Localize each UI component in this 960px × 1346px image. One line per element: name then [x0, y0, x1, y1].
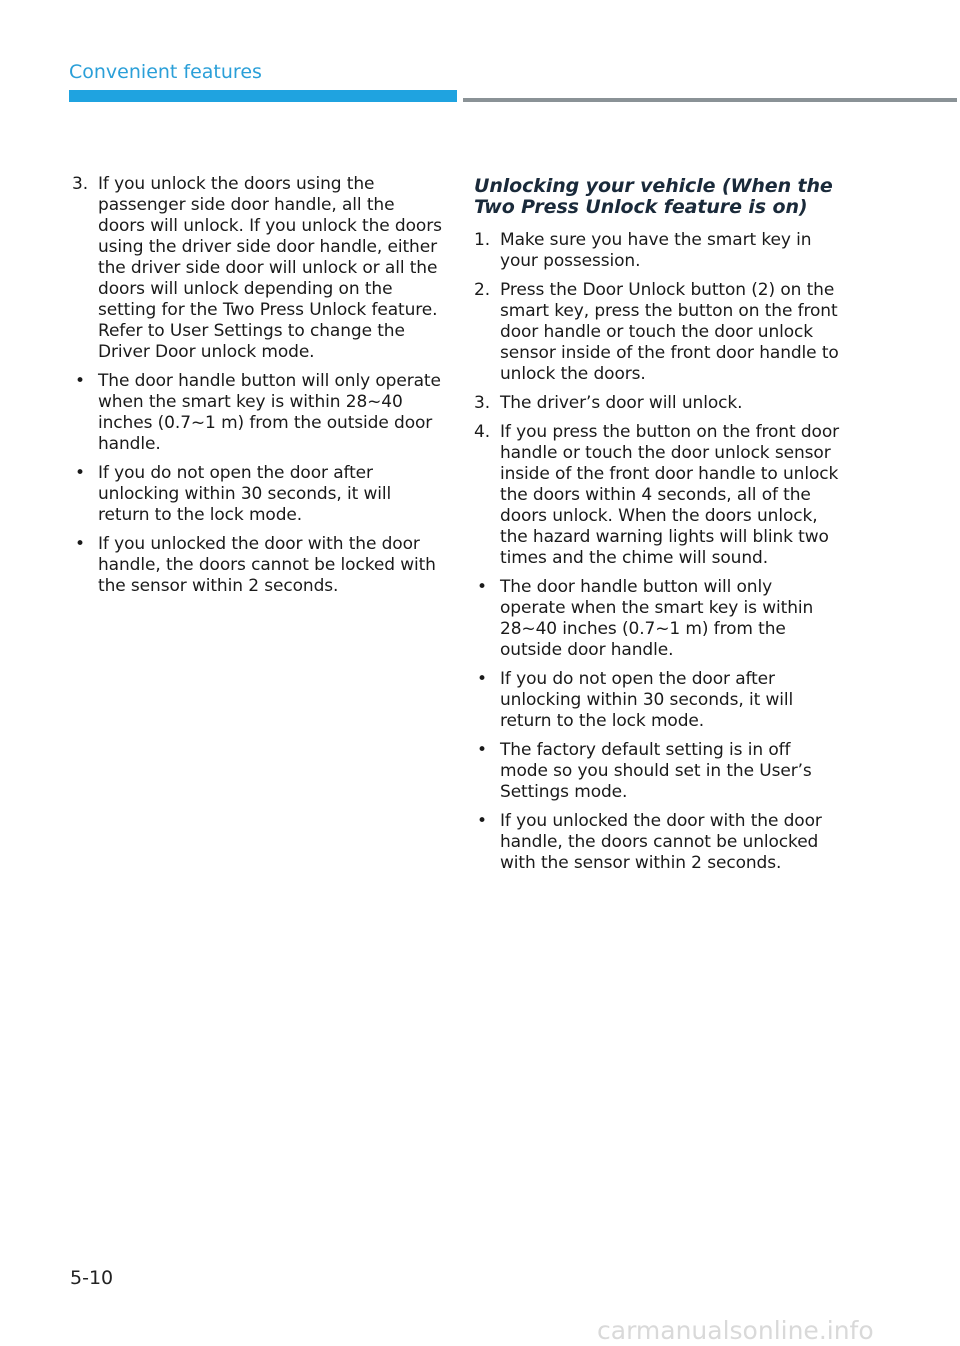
bullet-marker: •: [477, 669, 487, 689]
list-item-bullet: [474, 669, 840, 732]
list-marker: 2.: [474, 280, 491, 300]
list-marker: 4.: [474, 422, 491, 442]
list-item-bullet: [474, 577, 840, 661]
list-item-text: If you unlock the doors using the passenger side door handle, all the doors will unlock. If you unlock the doors using the driver side door handle, either the driver side door will unlock or all the doors will unlock depending on the setting for the Two Press Unlock feature. Refer to User Settings to change the Driver Door unlock mode.: [98, 174, 442, 362]
list-item-text: The door handle button will only operate when the smart key is within 28~40 inches (0.7~1 m) from the outside door handle.: [98, 371, 441, 454]
section-heading: Unlocking your vehicle (When the Two Press Unlock feature is on): [474, 175, 833, 218]
list-item-text: If you unlocked the door with the door handle, the doors cannot be locked with the sensor within 2 seconds.: [98, 534, 436, 596]
list-item-text: If you unlocked the door with the door handle, the doors cannot be unlocked with the sensor within 2 seconds.: [500, 811, 822, 873]
header-rule-accent: [69, 90, 457, 102]
list-item-bullet: [72, 371, 442, 455]
right-column: [474, 174, 840, 882]
list-item-bullet: [474, 811, 840, 874]
list-item-text: Make sure you have the smart key in your possession.: [500, 230, 812, 271]
bullet-marker: •: [75, 534, 85, 554]
list-marker: 1.: [474, 230, 491, 250]
list-item-bullet: [72, 534, 442, 597]
list-item-text: Press the Door Unlock button (2) on the smart key, press the button on the front door handle or touch the door unlock sensor inside of the front door handle to unlock the doors.: [500, 280, 839, 384]
list-item-text: If you do not open the door after unlocking within 30 seconds, it will return to the lock mode.: [98, 463, 392, 525]
section-title: Convenient features: [69, 61, 262, 83]
list-item-step-4: [474, 422, 840, 569]
list-item-text: If you do not open the door after unlocking within 30 seconds, it will return to the lock mode.: [500, 669, 794, 731]
list-item-step-3: [474, 393, 840, 414]
list-item-text: The factory default setting is in off mode so you should set in the User’s Settings mode.: [500, 740, 812, 802]
list-item-step-1: [474, 230, 840, 272]
list-item-text: The driver’s door will unlock.: [500, 393, 743, 413]
header-rule-gray: [463, 98, 957, 102]
list-item-bullet: [72, 463, 442, 526]
bullet-marker: •: [477, 811, 487, 831]
page-number: 5-10: [70, 1267, 114, 1289]
watermark-text: carmanualsonline.info: [597, 1316, 874, 1345]
list-item-text: The door handle button will only operate when the smart key is within 28~40 inches (0.7~1 m) from the outside door handle.: [500, 577, 814, 660]
bullet-marker: •: [477, 740, 487, 760]
left-column: [72, 174, 442, 605]
list-marker: 3.: [72, 174, 89, 194]
bullet-marker: •: [477, 577, 487, 597]
bullet-marker: •: [75, 463, 85, 483]
list-item-bullet: [474, 740, 840, 803]
list-item-step-3: [72, 174, 442, 363]
list-item-text: If you press the button on the front door handle or touch the door unlock sensor inside of the front door handle to unlock the doors within 4 seconds, all of the doors unlock. When the doors unlock, the hazard warning lights will blink two times and the chime will sound.: [500, 422, 840, 568]
list-item-step-2: [474, 280, 840, 385]
list-marker: 3.: [474, 393, 491, 413]
bullet-marker: •: [75, 371, 85, 391]
